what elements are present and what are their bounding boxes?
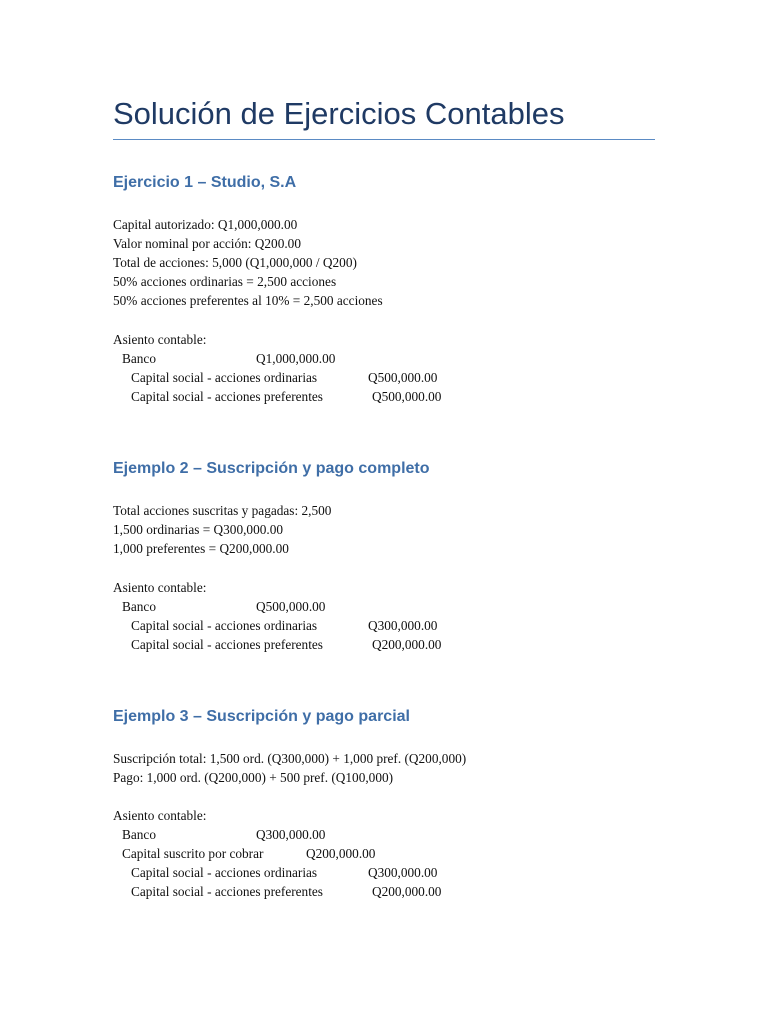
entry-credit-amount: Q300,000.00 <box>368 865 438 880</box>
fact-line: Valor nominal por acción: Q200.00 <box>113 236 301 251</box>
section-heading-3: Ejemplo 3 – Suscripción y pago parcial <box>113 708 410 725</box>
section-heading-2: Ejemplo 2 – Suscripción y pago completo <box>113 460 430 477</box>
entry-label: Asiento contable: <box>113 332 207 347</box>
entry-label: Asiento contable: <box>113 580 207 595</box>
title-divider <box>113 139 655 140</box>
entry-credit-amount: Q500,000.00 <box>372 389 442 404</box>
entry-credit-amount: Q300,000.00 <box>368 618 438 633</box>
entry-debit-account: Banco <box>122 827 156 842</box>
entry-credit-amount: Q500,000.00 <box>368 370 438 385</box>
entry-debit-account: Banco <box>122 599 156 614</box>
entry-credit-account: Capital social - acciones preferentes <box>131 637 323 652</box>
entry-credit-amount: Q200,000.00 <box>372 637 442 652</box>
entry-debit-amount: Q300,000.00 <box>256 827 326 842</box>
entry-credit-account: Capital social - acciones preferentes <box>131 884 323 899</box>
entry-credit-account: Capital social - acciones ordinarias <box>131 370 318 385</box>
fact-line: 1,000 preferentes = Q200,000.00 <box>113 541 289 556</box>
entry-credit-amount: Q200,000.00 <box>372 884 442 899</box>
fact-line: 50% acciones preferentes al 10% = 2,500 acciones <box>113 293 383 308</box>
fact-line: Capital autorizado: Q1,000,000.00 <box>113 217 298 232</box>
entry-debit-amount: Q1,000,000.00 <box>256 351 336 366</box>
page-title: Solución de Ejercicios Contables <box>113 96 565 131</box>
entry-credit-account: Capital social - acciones ordinarias <box>131 865 318 880</box>
entry-label: Asiento contable: <box>113 808 207 823</box>
entry-credit-account: Capital social - acciones preferentes <box>131 389 323 404</box>
entry-credit-account: Capital social - acciones ordinarias <box>131 618 318 633</box>
fact-line: 1,500 ordinarias = Q300,000.00 <box>113 522 283 537</box>
section-heading-1: Ejercicio 1 – Studio, S.A <box>113 174 297 191</box>
entry-debit-amount: Q500,000.00 <box>256 599 326 614</box>
entry-debit-amount: Q200,000.00 <box>306 846 376 861</box>
fact-line: Total acciones suscritas y pagadas: 2,500 <box>113 503 332 518</box>
fact-line: 50% acciones ordinarias = 2,500 acciones <box>113 274 337 289</box>
entry-debit-account: Capital suscrito por cobrar <box>122 846 264 861</box>
entry-debit-account: Banco <box>122 351 156 366</box>
fact-line: Total de acciones: 5,000 (Q1,000,000 / Q200) <box>113 255 357 270</box>
fact-line: Pago: 1,000 ord. (Q200,000) + 500 pref. (Q100,000) <box>113 770 394 785</box>
fact-line: Suscripción total: 1,500 ord. (Q300,000) + 1,000 pref. (Q200,000) <box>113 751 467 766</box>
